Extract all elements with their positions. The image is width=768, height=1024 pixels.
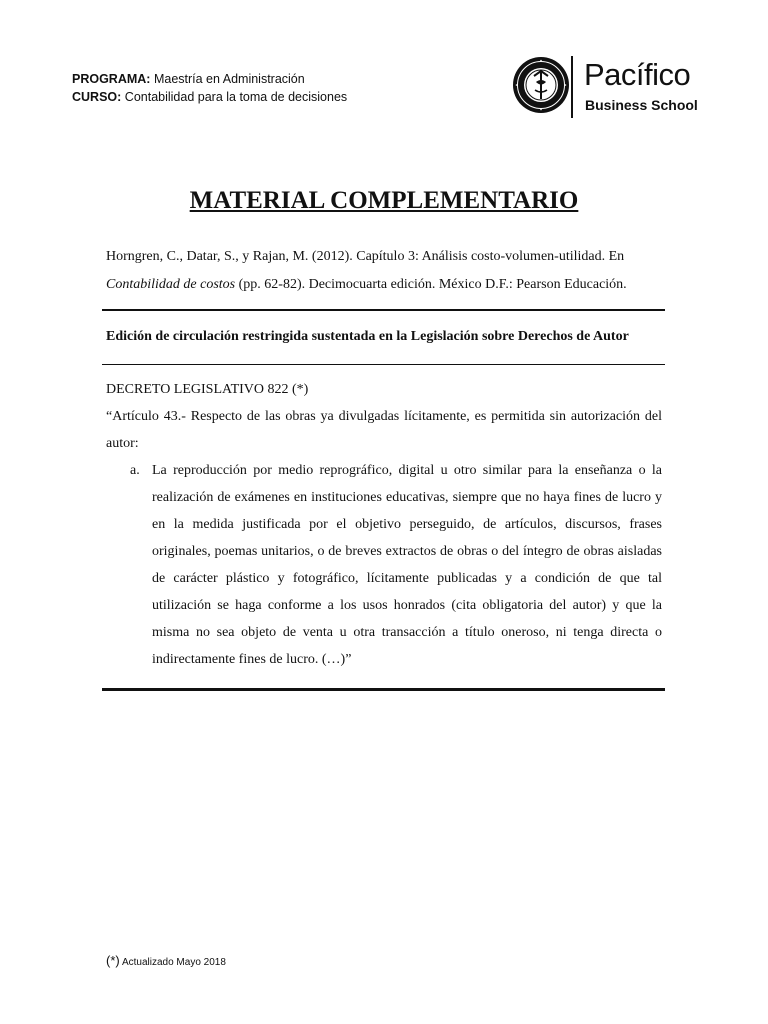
course-label: CURSO: [72, 90, 122, 104]
program-value: Maestría en Administración [153, 72, 305, 86]
list-item: La reproducción por medio reprográfico, digital u otro similar para la enseñanza o la realización de exámenes en instituciones educativas, siempre que no haya fines de lucro y en la medida justificada por el objetivo perseguido, de artículos, discursos, frases originales, poemas unitarios, o de breves extractos de obras o del íntegro de obras aisladas de carácter plástico y fotográfico, lícitamente publicadas y a condición de que tal utilización se haga conforme a los usos honrados (cita obligatoria del autor) y que la misma no sea objeto de venta u otra transacción a título oneroso, ni tenga directa o indirectamente fines de lucro. (…)” [152, 463, 662, 667]
logo-divider [571, 56, 573, 118]
citation-part-2: (pp. 62-82). Decimocuarta edición. México D.F.: Pearson Educación. [238, 277, 627, 292]
copyright-notice: Edición de circulación restringida sustentada en la Legislación sobre Derechos de Autor [106, 329, 629, 344]
program-label: PROGRAMA: [72, 72, 151, 86]
pacifico-logo [512, 56, 712, 120]
decree-title: DECRETO LEGISLATIVO 822 (*) [106, 382, 309, 397]
course-line [72, 88, 347, 106]
middle-divider [102, 364, 665, 365]
course-value: Contabilidad para la toma de decisiones [124, 90, 348, 104]
page-title: MATERIAL COMPLEMENTARIO [189, 187, 579, 214]
list-item-marker: a. [130, 463, 140, 478]
document-header-meta [72, 70, 347, 106]
citation-part-1: Horngren, C., Datar, S., y Rajan, M. (2012). Capítulo 3: Análisis costo-volumen-utilidad. En [106, 249, 625, 264]
top-divider [102, 309, 665, 311]
logo-subtitle: Business School [585, 97, 698, 113]
footnote [106, 951, 226, 973]
footnote-mark: (*) [106, 953, 120, 968]
bottom-divider [102, 688, 665, 691]
program-line [72, 70, 347, 88]
citation-book-title: Contabilidad de costos [106, 277, 236, 292]
footnote-text: Actualizado Mayo 2018 [121, 957, 226, 968]
bibliographic-citation [106, 243, 676, 299]
article-text: “Artículo 43.- Respecto de las obras ya divulgadas lícitamente, es permitida sin autorización del autor: [106, 409, 662, 451]
university-seal-icon [512, 56, 570, 114]
logo-name: Pacífico [584, 57, 691, 92]
